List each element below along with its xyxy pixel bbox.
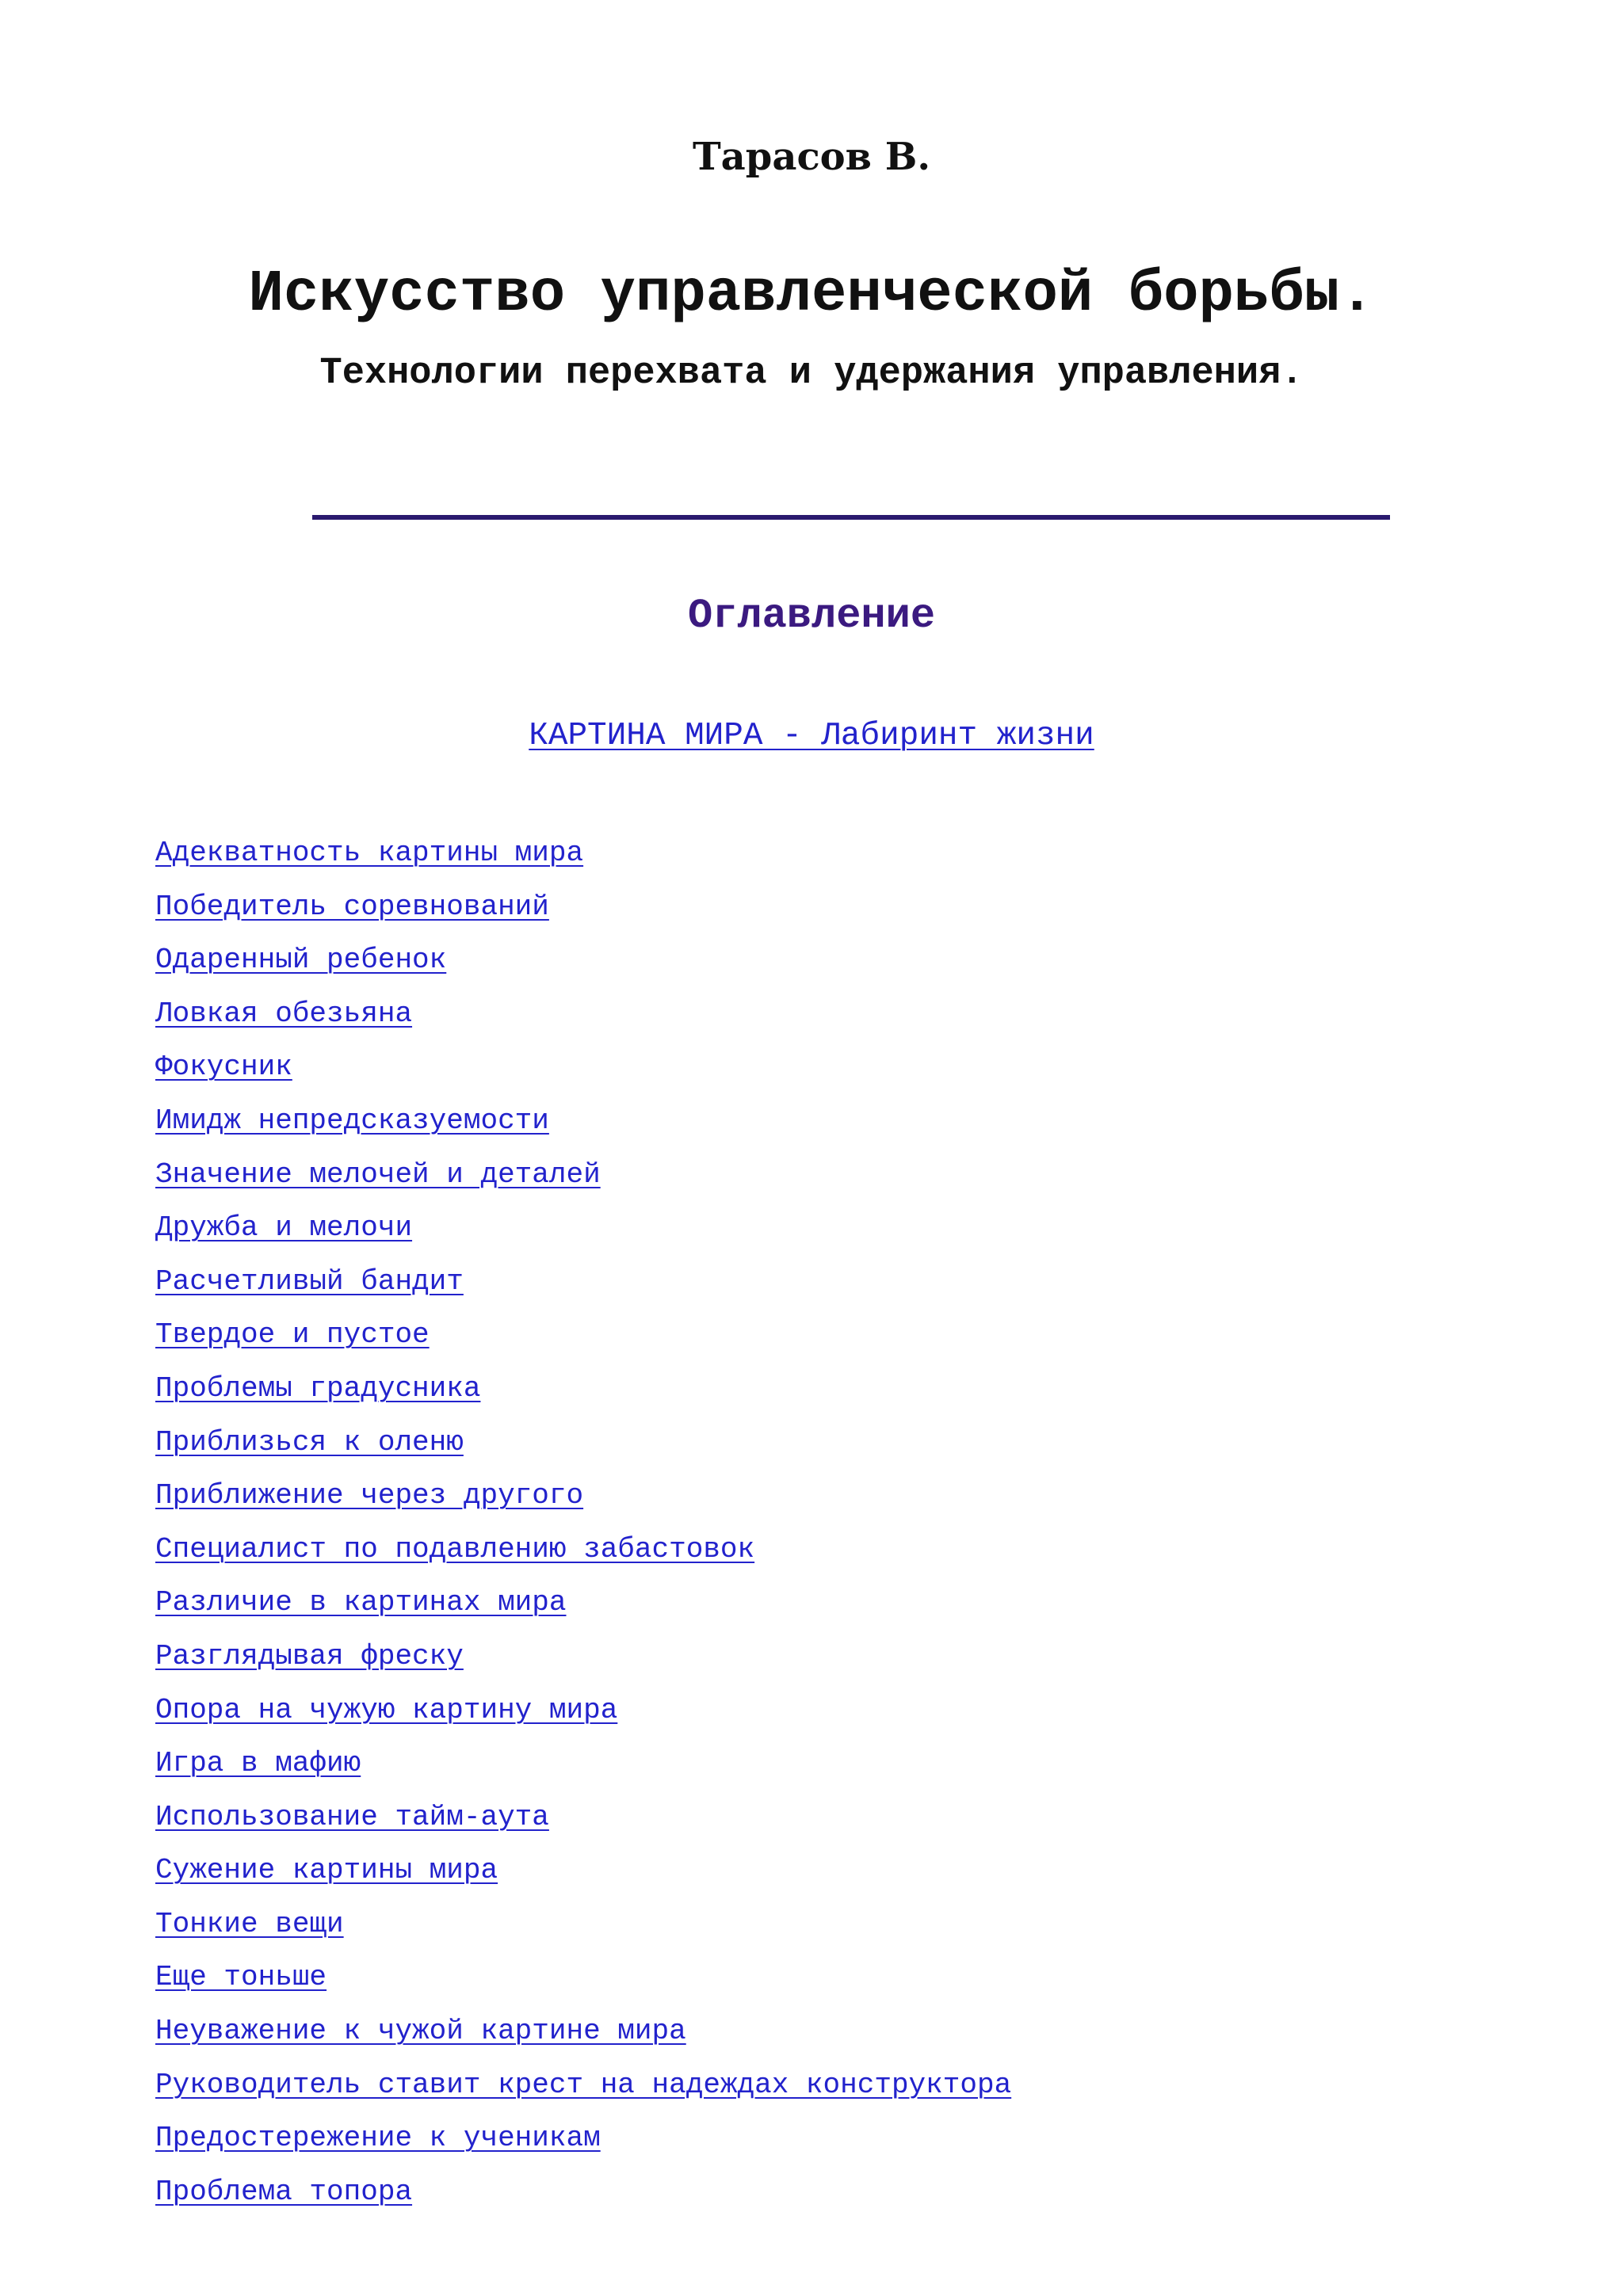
toc-item <box>155 1094 1011 1148</box>
toc-item <box>155 1630 1011 1684</box>
toc-item <box>155 2058 1011 2112</box>
toc-item <box>155 1469 1011 1523</box>
toc-item-link[interactable]: Расчетливый бандит <box>155 1264 464 1298</box>
toc-item-link[interactable]: Имидж непредсказуемости <box>155 1104 549 1137</box>
toc-item <box>155 2165 1011 2219</box>
toc-item-link[interactable]: Еще тоньше <box>155 1961 327 1994</box>
toc-item <box>155 1416 1011 1470</box>
toc-item <box>155 1148 1011 1202</box>
toc-heading: Оглавление <box>687 593 936 639</box>
toc-item-link[interactable]: Проблема топора <box>155 2175 413 2208</box>
toc-section <box>0 718 1623 754</box>
toc-item <box>155 1523 1011 1577</box>
toc-item-link[interactable]: Приблизься к оленю <box>155 1425 464 1459</box>
toc-item-link[interactable]: Тонкие вещи <box>155 1907 344 1940</box>
toc-item <box>155 1737 1011 1791</box>
toc-item-link[interactable]: Опора на чужую картину мира <box>155 1693 618 1726</box>
horizontal-divider <box>312 515 1390 520</box>
toc-item <box>155 1255 1011 1309</box>
toc-item-link[interactable]: Значение мелочей и деталей <box>155 1158 601 1191</box>
toc-list <box>155 826 1011 2218</box>
toc-item-link[interactable]: Сужение картины мира <box>155 1854 498 1887</box>
toc-item-link[interactable]: Игра в мафию <box>155 1747 361 1780</box>
toc-item <box>155 2111 1011 2165</box>
toc-item-link[interactable]: Твердое и пустое <box>155 1318 430 1352</box>
document-subtitle: Технологии перехвата и удержания управления. <box>319 353 1304 395</box>
toc-item <box>155 2004 1011 2058</box>
toc-item-link[interactable]: Приближение через другого <box>155 1479 584 1512</box>
toc-item <box>155 880 1011 934</box>
toc-item-link[interactable]: Предостережение к ученикам <box>155 2122 601 2155</box>
toc-item-link[interactable]: Различие в картинах мира <box>155 1586 567 1619</box>
toc-item-link[interactable]: Одаренный ребенок <box>155 944 447 977</box>
toc-item-link[interactable]: Разглядывая фреску <box>155 1639 464 1672</box>
toc-section-link[interactable]: КАРТИНА МИРА - Лабиринт жизни <box>529 718 1094 754</box>
toc-item-link[interactable]: Фокусник <box>155 1051 292 1084</box>
toc-item <box>155 1362 1011 1416</box>
toc-item-link[interactable]: Специалист по подавлению забастовок <box>155 1532 755 1566</box>
toc-item <box>155 1791 1011 1844</box>
toc-item <box>155 1951 1011 2004</box>
toc-item-link[interactable]: Проблемы градусника <box>155 1371 481 1405</box>
toc-item-link[interactable]: Ловкая обезьяна <box>155 997 413 1030</box>
toc-item <box>155 1844 1011 1897</box>
toc-item-link[interactable]: Использование тайм-аута <box>155 1800 549 1833</box>
toc-item-link[interactable]: Руководитель ставит крест на надеждах конструктора <box>155 2068 1012 2101</box>
toc-item <box>155 826 1011 880</box>
author-name: Тарасов В. <box>692 135 931 179</box>
toc-item-link[interactable]: Адекватность картины мира <box>155 837 584 869</box>
toc-item-link[interactable]: Победитель соревнований <box>155 890 549 923</box>
toc-item <box>155 1684 1011 1737</box>
toc-item <box>155 933 1011 987</box>
toc-item-link[interactable]: Дружба и мелочи <box>155 1211 413 1245</box>
toc-item <box>155 1201 1011 1255</box>
toc-item <box>155 1897 1011 1951</box>
document-title: Искусство управленческой борьбы. <box>248 261 1375 328</box>
toc-item <box>155 987 1011 1041</box>
toc-item <box>155 1040 1011 1094</box>
toc-item <box>155 1308 1011 1362</box>
toc-item-link[interactable]: Неуважение к чужой картине мира <box>155 2015 686 2048</box>
toc-item <box>155 1576 1011 1630</box>
